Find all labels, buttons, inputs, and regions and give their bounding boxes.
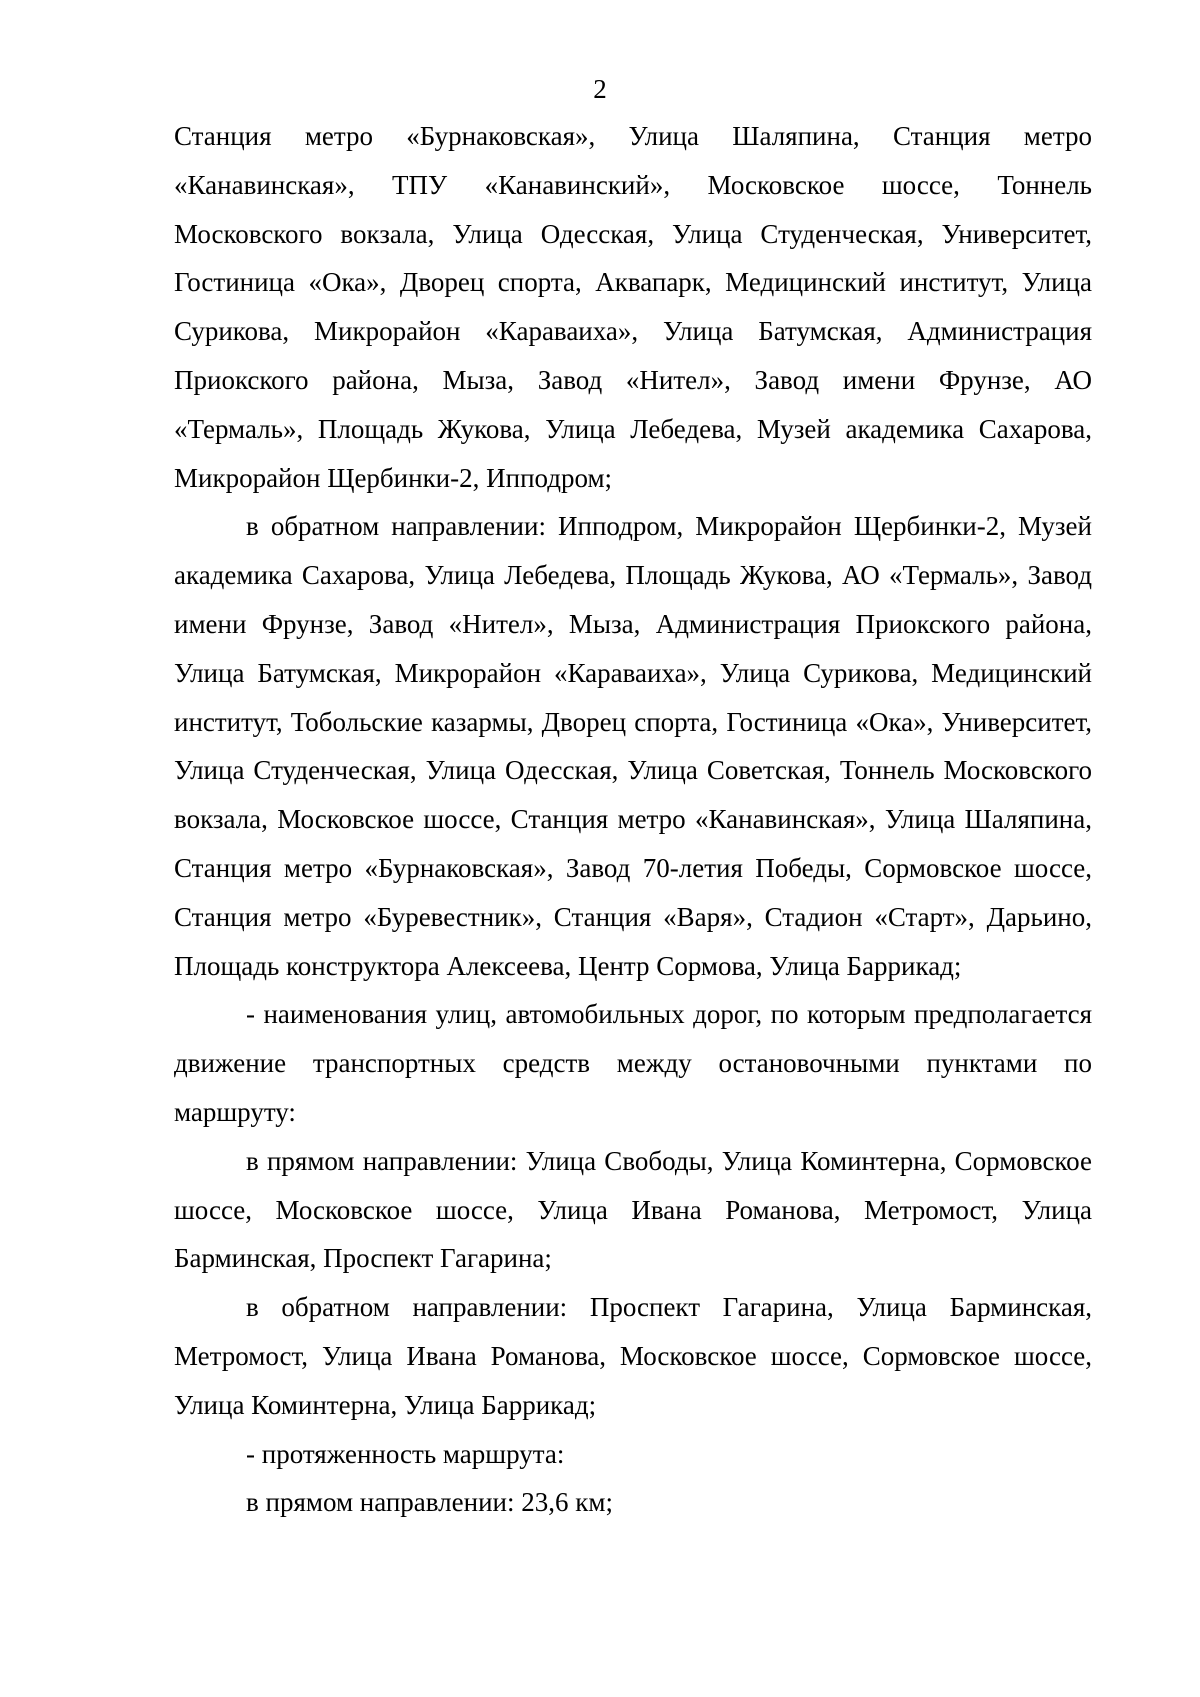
paragraph-reverse-streets: в обратном направлении: Проспект Гагарина, Улица Барминская, Метромост, Улица Ивана Романова, Московское шоссе, Сормовское шоссе, Улица Коминтерна, Улица Баррикад; (174, 1292, 1092, 1420)
paragraph-reverse-stops: в обратном направлении: Ипподром, Микрорайон Щербинки-2, Музей академика Сахарова, Улица Лебедева, Площадь Жукова, АО «Термаль», Завод имени Фрунзе, Завод «Нител», Мыза, Администрация Приокского района, Улица Батумская, Микрорайон «Караваиха», Улица Сурикова, Медицинский институт, Тобольские казармы, Дворец спорта, Гостиница «Ока», Университет, Улица Студенческая, Улица Одесская, Улица Советская, Тоннель Московского вокзала, Московское шоссе, Станция метро «Канавинская», Улица Шаляпина, Станция метро «Бурнаковская», Завод 70-летия Победы, Сормовское шоссе, Станция метро «Буревестник», Станция «Варя», Стадион «Старт», Дарьино, Площадь конструктора Алексеева, Центр Сормова, Улица Баррикад; (174, 511, 1092, 981)
paragraph-forward-streets: в прямом направлении: Улица Свободы, Улица Коминтерна, Сормовское шоссе, Московское шоссе, Улица Ивана Романова, Метромост, Улица Барминская, Проспект Гагарина; (174, 1145, 1092, 1274)
paragraph-forward-stops: Станция метро «Бурнаковская», Улица Шаляпина, Станция метро «Канавинская», ТПУ «Канавинский», Московское шоссе, Тоннель Московского вокзала, Улица Одесская, Улица Студенческая, Университет, Гостиница «Ока», Дворец спорта, Аквапарк, Медицинский институт, Улица Сурикова, Микрорайон «Караваиха», Улица Батумская, Администрация Приокского района, Мыза, Завод «Нител», Завод имени Фрунзе, АО «Термаль», Площадь Жукова, Улица Лебедева, Музей академика Сахарова, Микрорайон Щербинки-2, Ипподром; (174, 121, 1092, 493)
paragraph-streets-heading: - наименования улиц, автомобильных дорог, по которым предполагается движение транспортных средств между остановочными пунктами по маршруту: (174, 999, 1092, 1127)
document-body (174, 112, 1092, 1527)
page-number: 2 (593, 74, 607, 104)
paragraph-forward-length: в прямом направлении: 23,6 км; (246, 1487, 613, 1518)
paragraph-route-length-heading: - протяженность маршрута: (246, 1438, 565, 1469)
